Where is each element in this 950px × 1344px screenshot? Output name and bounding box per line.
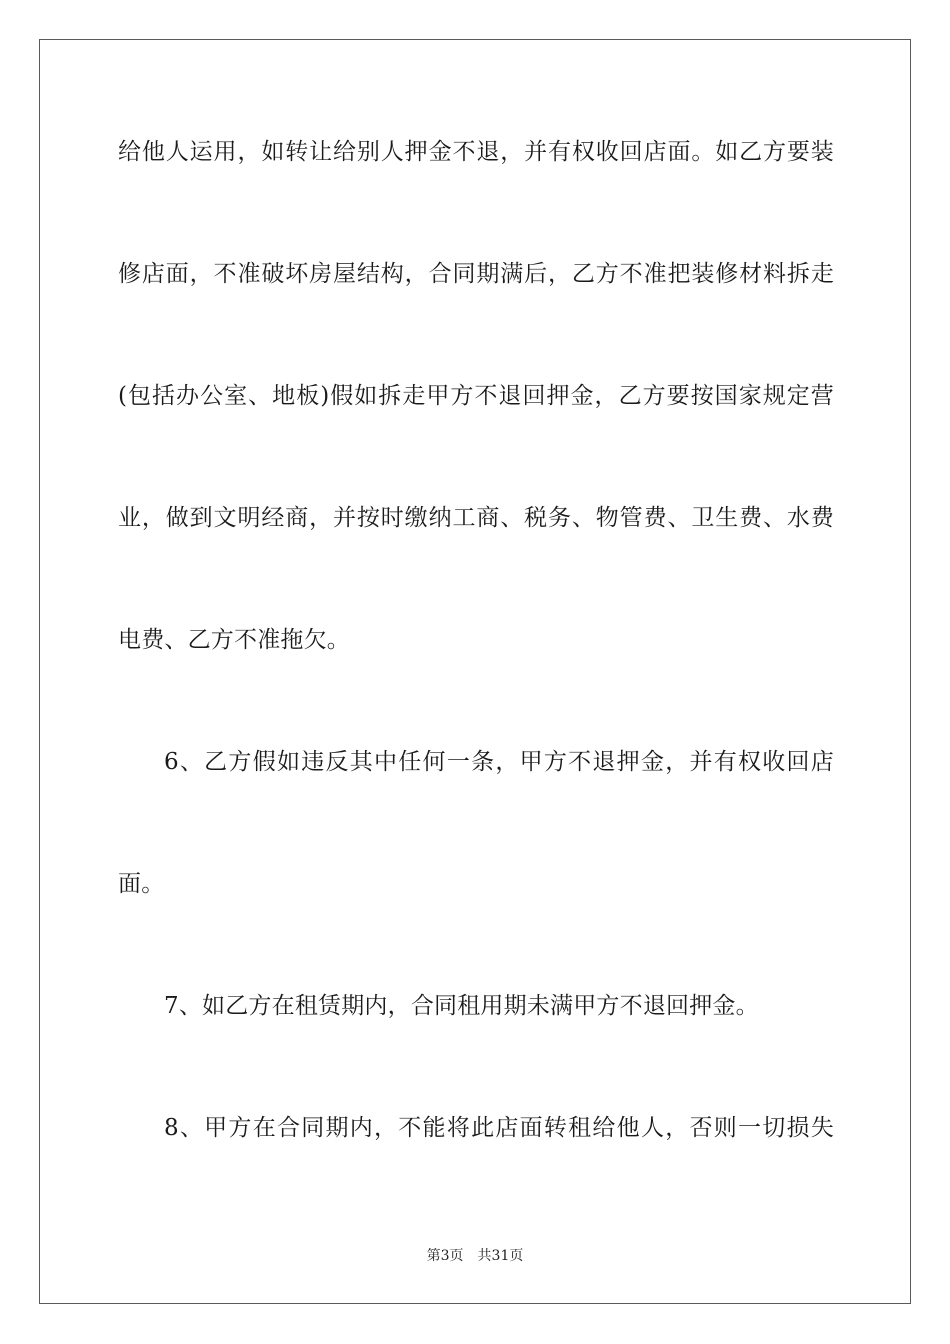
clause-6-line-2: 面。 bbox=[118, 871, 165, 897]
paragraph-line-2: 修店面，不准破坏房屋结构，合同期满后，乙方不准把装修材料拆走 bbox=[118, 261, 834, 287]
clause-7-line: 7、如乙方在租赁期内，合同租用期未满甲方不退回押金。 bbox=[164, 993, 759, 1019]
clause-6-line-1: 6、乙方假如违反其中任何一条，甲方不退押金，并有权收回店 bbox=[164, 749, 834, 775]
page-footer bbox=[0, 1246, 950, 1266]
page-number: 第3页 bbox=[426, 1248, 464, 1264]
paragraph-line-5: 电费、乙方不准拖欠。 bbox=[118, 627, 350, 653]
paragraph-line-1: 给他人运用，如转让给别人押金不退，并有权收回店面。如乙方要装 bbox=[118, 139, 834, 165]
paragraph-line-3: (包括办公室、地板)假如拆走甲方不退回押金，乙方要按国家规定营 bbox=[118, 383, 834, 409]
paragraph-line-4: 业，做到文明经商，并按时缴纳工商、税务、物管费、卫生费、水费 bbox=[118, 505, 834, 531]
total-pages: 共31页 bbox=[477, 1248, 524, 1264]
clause-8-line: 8、甲方在合同期内，不能将此店面转租给他人，否则一切损失 bbox=[164, 1115, 834, 1141]
